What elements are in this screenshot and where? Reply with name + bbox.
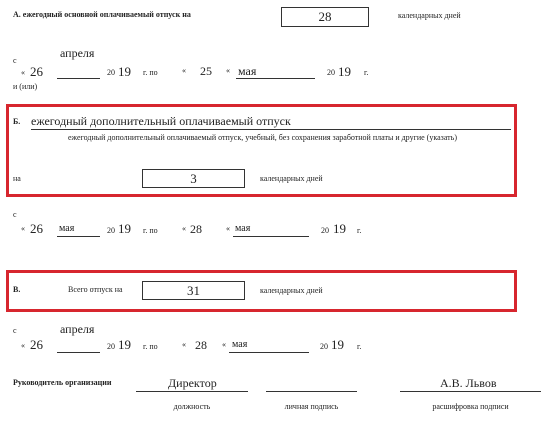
section-a-to-month: мая [238,64,257,78]
section-b-to-year: 19 [333,221,346,236]
year-prefix: 20 [321,226,329,235]
section-b-title: ежегодный дополнительный оплачиваемый отпуск [31,114,291,128]
section-a-days-field[interactable]: 28 [281,7,369,27]
section-v-unit: календарных дней [260,286,323,295]
signature-position: Директор [168,376,217,390]
section-v-to-year: 19 [331,337,344,352]
section-a-from-day: 26 [30,64,43,79]
section-b-subtitle: ежегодный дополнительный оплачиваемый отпуск, учебный, без сохранения заработной платы и другие (указать) [68,133,457,142]
quote-mark: « [226,224,230,233]
year-prefix: 20 [107,226,115,235]
year-prefix: 20 [107,342,115,351]
quote-mark: « [222,340,226,349]
section-b-na: на [13,174,21,183]
quote-mark: « [21,224,25,233]
section-v-to-day: 28 [195,338,207,352]
section-v-to-month: мая [232,339,248,350]
g-po-label: г. по [143,342,158,351]
signature-name: А.В. Львов [440,376,497,390]
year-prefix: 20 [320,342,328,351]
underline [57,236,100,237]
section-b-s: с [13,210,17,219]
section-a-unit: календарных дней [398,11,461,20]
section-a-from-month: апреля [60,46,95,60]
quote-mark: « [182,340,186,349]
quote-mark: « [182,66,186,75]
underline [31,129,511,130]
g-po-label: г. по [143,226,158,235]
underline [57,78,100,79]
section-v-letter: В. [13,285,21,294]
caption-name: расшифровка подписи [432,402,509,411]
section-a-from-year: 19 [118,64,131,79]
g-label: г. [364,68,369,77]
section-v-s: с [13,326,17,335]
section-v-from-day: 26 [30,337,43,352]
section-v-from-month: апреля [60,322,95,336]
section-b-unit: календарных дней [260,174,323,183]
section-b-from-day: 26 [30,221,43,236]
section-b-letter: Б. [13,117,21,126]
underline [266,391,357,392]
section-a-label: А. ежегодный основной оплачиваемый отпуск на [13,10,191,19]
quote-mark: « [226,66,230,75]
section-v-from-year: 19 [118,337,131,352]
g-label: г. [357,342,362,351]
section-b-days-field[interactable]: 3 [142,169,245,188]
underline [136,391,248,392]
quote-mark: « [21,341,25,350]
g-po-label: г. по [143,68,158,77]
underline [236,78,315,79]
g-label: г. [357,226,362,235]
quote-mark: « [21,68,25,77]
section-a-to-year: 19 [338,64,351,79]
year-prefix: 20 [327,68,335,77]
caption-position: должность [173,402,211,411]
section-v-label: Всего отпуск на [68,285,123,294]
section-a-to-day: 25 [200,64,212,78]
section-b-to-day: 28 [190,222,202,236]
underline [400,391,541,392]
section-b-from-year: 19 [118,221,131,236]
caption-signature: личная подпись [284,402,339,411]
section-b-from-month: мая [59,223,75,234]
underline [57,352,100,353]
signature-label: Руководитель организации [13,378,112,387]
underline [233,236,309,237]
section-a-s: с [13,56,17,65]
and-or-label: и (или) [13,82,38,91]
section-b-to-month: мая [235,223,251,234]
year-prefix: 20 [107,68,115,77]
underline [229,352,309,353]
quote-mark: « [182,224,186,233]
section-v-days-field[interactable]: 31 [142,281,245,300]
